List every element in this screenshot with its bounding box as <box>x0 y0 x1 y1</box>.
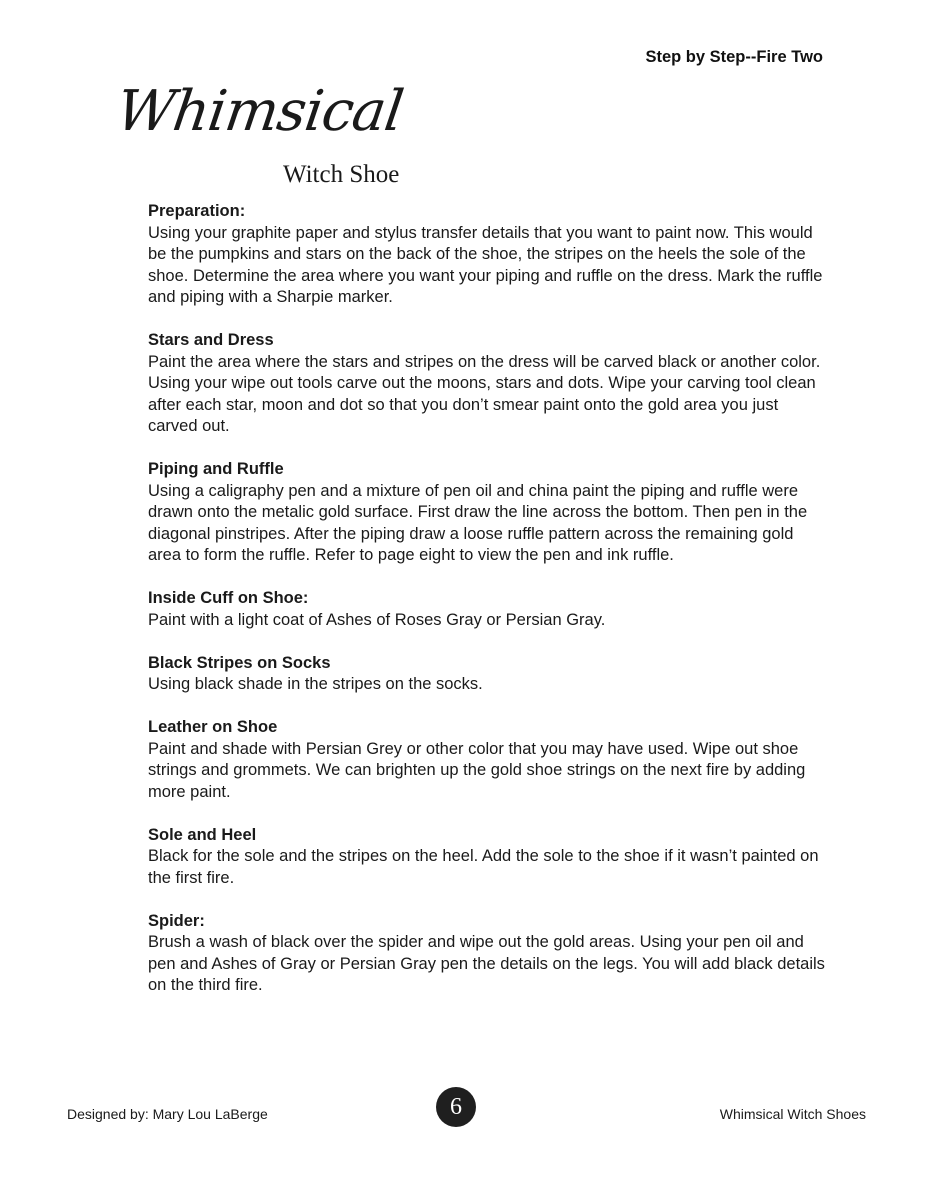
section-black-stripes <box>148 653 828 696</box>
section-heading: Piping and Ruffle <box>148 460 284 478</box>
section-leather-on-shoe <box>148 717 828 803</box>
title-main: Whimsical <box>112 79 407 144</box>
section-text: Using black shade in the stripes on the socks. <box>148 675 483 693</box>
section-text: Using a caligraphy pen and a mixture of pen oil and china paint the piping and ruffle were drawn onto the metalic gold surface. First draw the line across the bottom. Then pen in the diagonal pinstripes. After the piping draw a loose ruffle pattern across the remaining gold area to form the ruffle. Refer to page eight to view the pen and ink ruffle. <box>148 481 808 564</box>
footer-book-title: Whimsical Witch Shoes <box>719 1106 866 1122</box>
section-stars-and-dress <box>148 330 828 438</box>
section-heading: Preparation: <box>148 202 246 220</box>
title-subtitle: Witch Shoe <box>283 161 400 188</box>
section-heading: Spider: <box>148 911 205 930</box>
section-heading: Sole and Heel <box>148 825 257 844</box>
section-text: Paint the area where the stars and stripes on the dress will be carved black or another color. Using your wipe out tools carve out the moons, stars and dots. Wipe your carving tool clean after each star, moon and dot so that you don’t smear paint onto the gold area you just carved out. <box>148 352 821 435</box>
section-spider <box>148 911 828 997</box>
section-heading: Inside Cuff on Shoe: <box>148 589 309 607</box>
section-preparation <box>148 201 828 309</box>
section-heading: Black Stripes on Socks <box>148 653 331 672</box>
section-text: Paint with a light coat of Ashes of Roses Gray or Persian Gray. <box>148 610 606 629</box>
section-text: Black for the sole and the stripes on the heel. Add the sole to the shoe if it wasn’t painted on the first fire. <box>148 847 819 887</box>
section-text: Using your graphite paper and stylus transfer details that you want to paint now. This would be the pumpkins and stars on the back of the shoe, the stripes on the heels the sole of the shoe. Determine the area where you want your piping and ruffle on the dress. Mark the ruffle and piping with a Sharpie marker. <box>148 223 823 306</box>
footer-designer-credit: Designed by: Mary Lou LaBerge <box>67 1106 268 1122</box>
section-heading: Stars and Dress <box>148 331 274 349</box>
page-number-badge: 6 <box>436 1087 476 1127</box>
section-text: Paint and shade with Persian Grey or other color that you may have used. Wipe out shoe strings and grommets. We can brighten up the gold shoe strings on the next fire by adding more paint. <box>148 739 806 801</box>
section-sole-and-heel <box>148 825 828 890</box>
instructions-body <box>148 201 828 1018</box>
section-heading: Leather on Shoe <box>148 718 278 736</box>
running-header: Step by Step--Fire Two <box>645 48 823 66</box>
section-inside-cuff <box>148 588 828 631</box>
section-text: Brush a wash of black over the spider and wipe out the gold areas. Using your pen oil and pen and Ashes of Gray or Persian Gray pen the details on the legs. You will add black details on the third fire. <box>148 933 825 994</box>
section-piping-and-ruffle <box>148 459 828 567</box>
